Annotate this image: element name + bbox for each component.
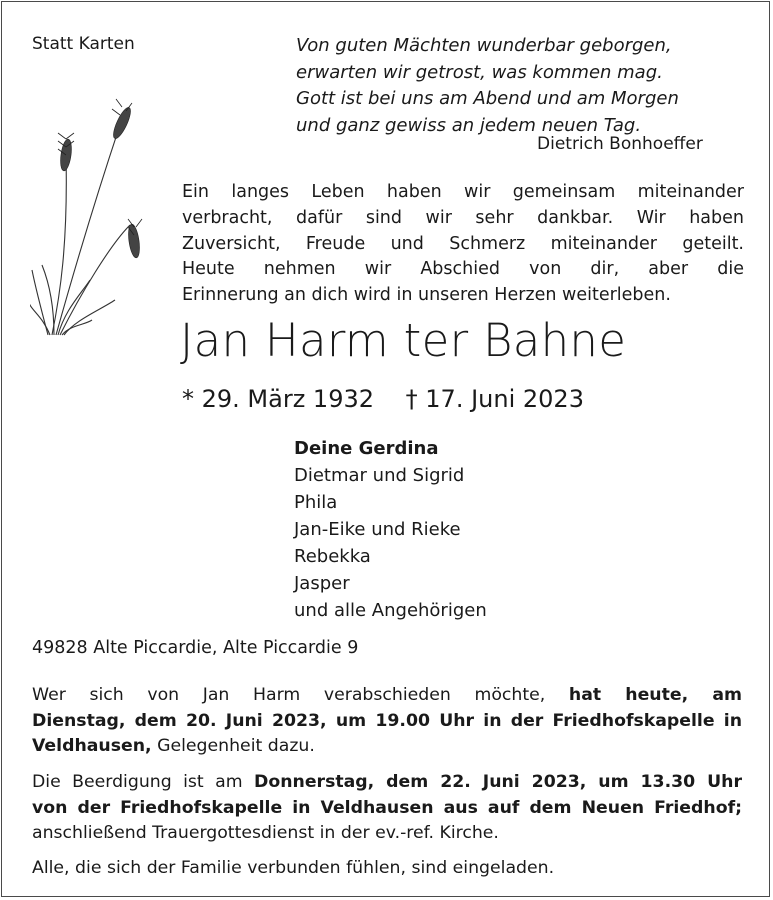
- farewell-line: [32, 734, 742, 760]
- statt-karten-label: Statt Karten: [32, 34, 135, 54]
- deceased-name: Jan Harm ter Bahne: [180, 314, 627, 367]
- funeral-line: [32, 770, 742, 796]
- family-member: Dietmar und Sigrid: [294, 465, 465, 486]
- life-dates: [182, 385, 608, 413]
- poem-line: und ganz gewiss an jedem neuen Tag.: [296, 114, 642, 136]
- intro-line: verbracht, dafür sind wir sehr dankbar. Wir haben: [182, 207, 744, 228]
- family-member: Phila: [294, 492, 338, 513]
- closing-line: Alle, die sich der Familie verbunden fühlen, sind eingeladen.: [32, 858, 555, 878]
- death-date: † 17. Juni 2023: [405, 385, 584, 413]
- birth-date: * 29. März 1932: [182, 385, 375, 413]
- family-lead: Deine Gerdina: [294, 438, 439, 459]
- poem-author: Dietrich Bonhoeffer: [537, 134, 703, 154]
- address: 49828 Alte Piccardie, Alte Piccardie 9: [32, 638, 359, 658]
- funeral-emphasis: von der Friedhofskapelle in Veldhausen aus auf dem Neuen Friedhof;: [32, 797, 742, 818]
- funeral-line: anschließend Trauergottesdienst in der ev.-ref. Kirche.: [32, 823, 499, 843]
- intro-line: Zuversicht, Freude und Schmerz miteinander geteilt.: [182, 233, 744, 254]
- poem-line: Gott ist bei uns am Abend und am Morgen: [296, 88, 679, 109]
- poem-line: Von guten Mächten wunderbar geborgen,: [296, 35, 672, 56]
- family-member: Jan-Eike und Rieke: [294, 519, 461, 540]
- family-member: Rebekka: [294, 546, 371, 567]
- funeral-line: [32, 796, 742, 822]
- funeral-text: Die Beerdigung ist am: [32, 772, 243, 792]
- family-list: [294, 435, 487, 624]
- intro-line: Heute nehmen wir Abschied von dir, aber die: [182, 259, 744, 280]
- wheat-icon: [30, 95, 150, 340]
- farewell-line: [32, 683, 742, 709]
- farewell-text: Wer sich von Jan Harm verabschieden möchte,: [32, 685, 546, 705]
- farewell-emphasis: Veldhausen,: [32, 736, 152, 756]
- funeral-paragraph: [32, 770, 742, 847]
- poem-line: erwarten wir getrost, was kommen mag.: [296, 61, 663, 83]
- family-member: und alle Angehörigen: [294, 600, 487, 621]
- farewell-text: Gelegenheit dazu.: [157, 736, 315, 756]
- farewell-emphasis: Dienstag, dem 20. Juni 2023, um 19.00 Uhr in der Friedhofskapelle in: [32, 710, 742, 731]
- intro-line: Ein langes Leben haben wir gemeinsam miteinander: [182, 182, 744, 202]
- intro-text: [182, 180, 744, 309]
- funeral-emphasis: Donnerstag, dem 22. Juni 2023, um 13.30 Uhr: [254, 772, 742, 792]
- family-member: Jasper: [294, 573, 350, 594]
- intro-line: Erinnerung an dich wird in unseren Herzen weiterleben.: [182, 285, 671, 306]
- farewell-line: [32, 709, 742, 735]
- farewell-paragraph: [32, 683, 742, 760]
- poem: [296, 33, 679, 139]
- farewell-emphasis: hat heute, am: [568, 685, 742, 705]
